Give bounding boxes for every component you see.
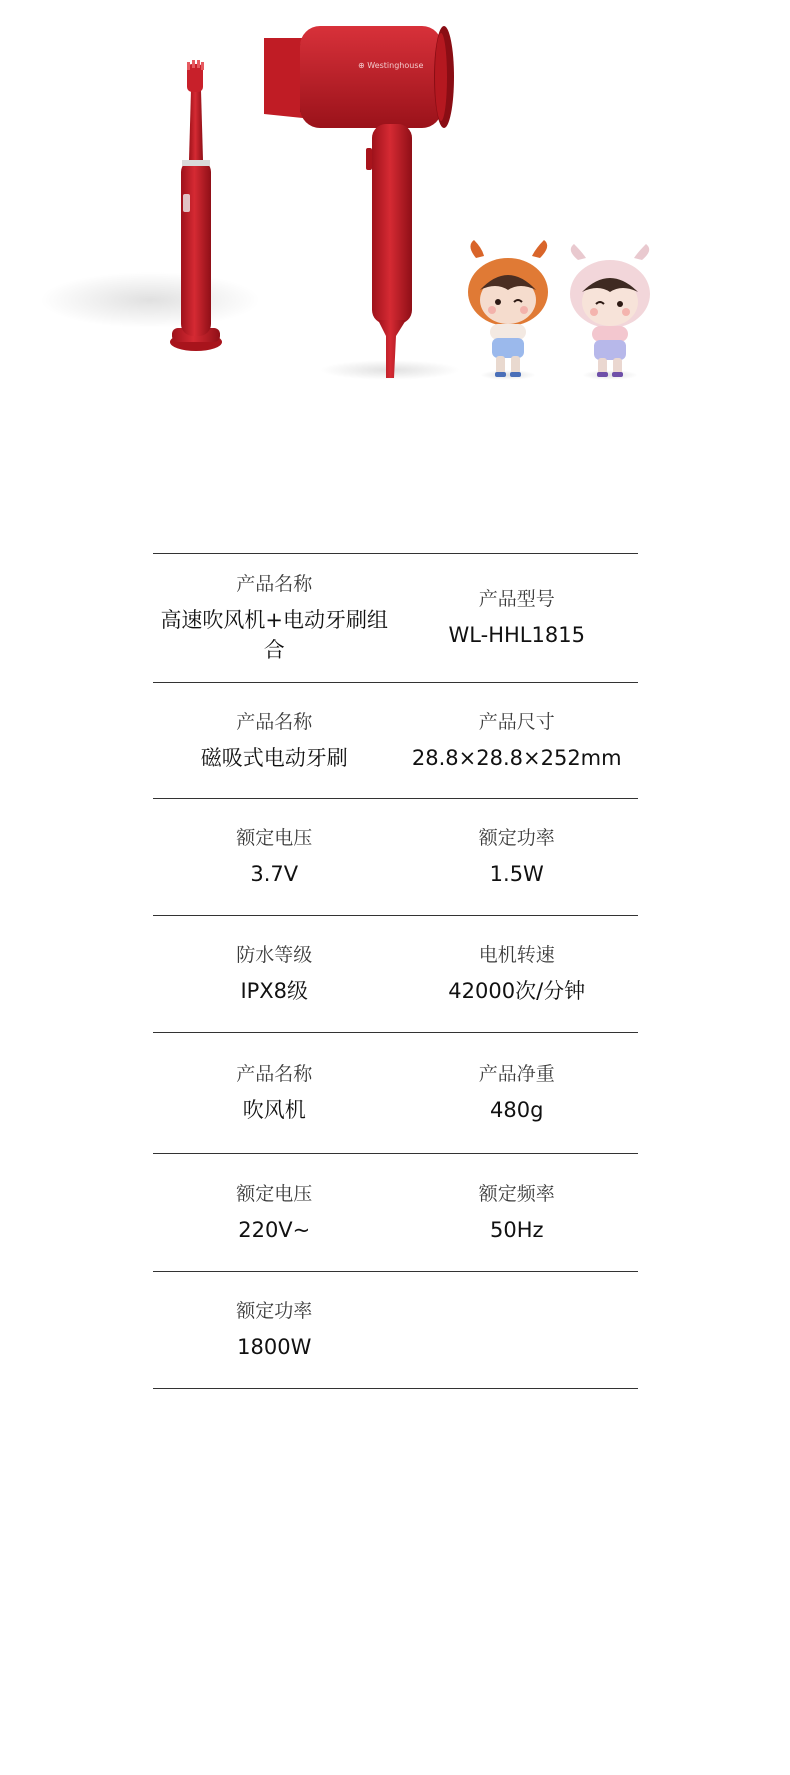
spec-row [153, 1272, 638, 1389]
spec-cell [153, 1154, 396, 1271]
spec-cell [396, 1033, 639, 1153]
spec-row [153, 554, 638, 683]
spec-label: 防水等级 [236, 944, 313, 966]
spec-label: 产品名称 [236, 1063, 313, 1085]
spec-value: 吹风机 [242, 1098, 306, 1122]
spec-cell [396, 1154, 639, 1271]
spec-label: 产品尺寸 [478, 710, 555, 733]
spec-value: WL-HHL1815 [448, 623, 585, 647]
spec-cell [396, 683, 639, 798]
spec-cell [396, 1272, 639, 1388]
spec-cell [153, 916, 396, 1032]
spec-cell [153, 1272, 396, 1388]
spec-cell [396, 799, 639, 915]
spec-cell [153, 799, 396, 915]
spec-value: 480g [490, 1098, 544, 1122]
spec-row [153, 1033, 638, 1154]
spec-value: 3.7V [250, 862, 299, 886]
spec-value: 1.5W [489, 862, 544, 886]
spec-label: 额定电压 [236, 1182, 313, 1205]
ox-figurine-orange [468, 240, 548, 380]
spec-label: 产品净重 [478, 1063, 555, 1085]
hair-dryer [264, 26, 460, 380]
spec-value: 42000次/分钟 [448, 979, 586, 1003]
spec-label: 产品名称 [236, 710, 313, 733]
spec-label: 额定电压 [236, 827, 313, 849]
spec-value: 28.8×28.8×252mm [411, 745, 622, 770]
spec-row [153, 799, 638, 916]
electric-toothbrush [40, 60, 260, 351]
spec-cell [396, 554, 639, 682]
spec-row [153, 683, 638, 799]
spec-value: IPX8级 [240, 979, 309, 1003]
spec-label: 产品名称 [236, 573, 313, 595]
spec-label: 额定功率 [478, 827, 555, 849]
spec-value: 磁吸式电动牙刷 [200, 745, 348, 770]
spec-cell [153, 554, 396, 682]
spec-cell [153, 683, 396, 798]
spec-label: 电机转速 [478, 944, 555, 966]
spec-cell [396, 916, 639, 1032]
spec-label: 额定功率 [236, 1300, 313, 1322]
spec-cell [153, 1033, 396, 1153]
spec-value: 高速吹风机+电动牙刷组合 [160, 608, 389, 662]
spec-value: 50Hz [489, 1217, 544, 1242]
spec-table [153, 553, 638, 1389]
product-hero-image [0, 0, 790, 420]
ox-figurine-pink [570, 244, 650, 380]
spec-value: 1800W [237, 1335, 312, 1359]
spec-row [153, 1154, 638, 1272]
spec-label: 产品型号 [478, 588, 555, 610]
svg-text:⊕ Westinghouse: ⊕ Westinghouse [358, 61, 424, 70]
spec-value: 220V~ [238, 1217, 311, 1242]
spec-row [153, 916, 638, 1033]
spec-label: 额定频率 [478, 1182, 555, 1205]
